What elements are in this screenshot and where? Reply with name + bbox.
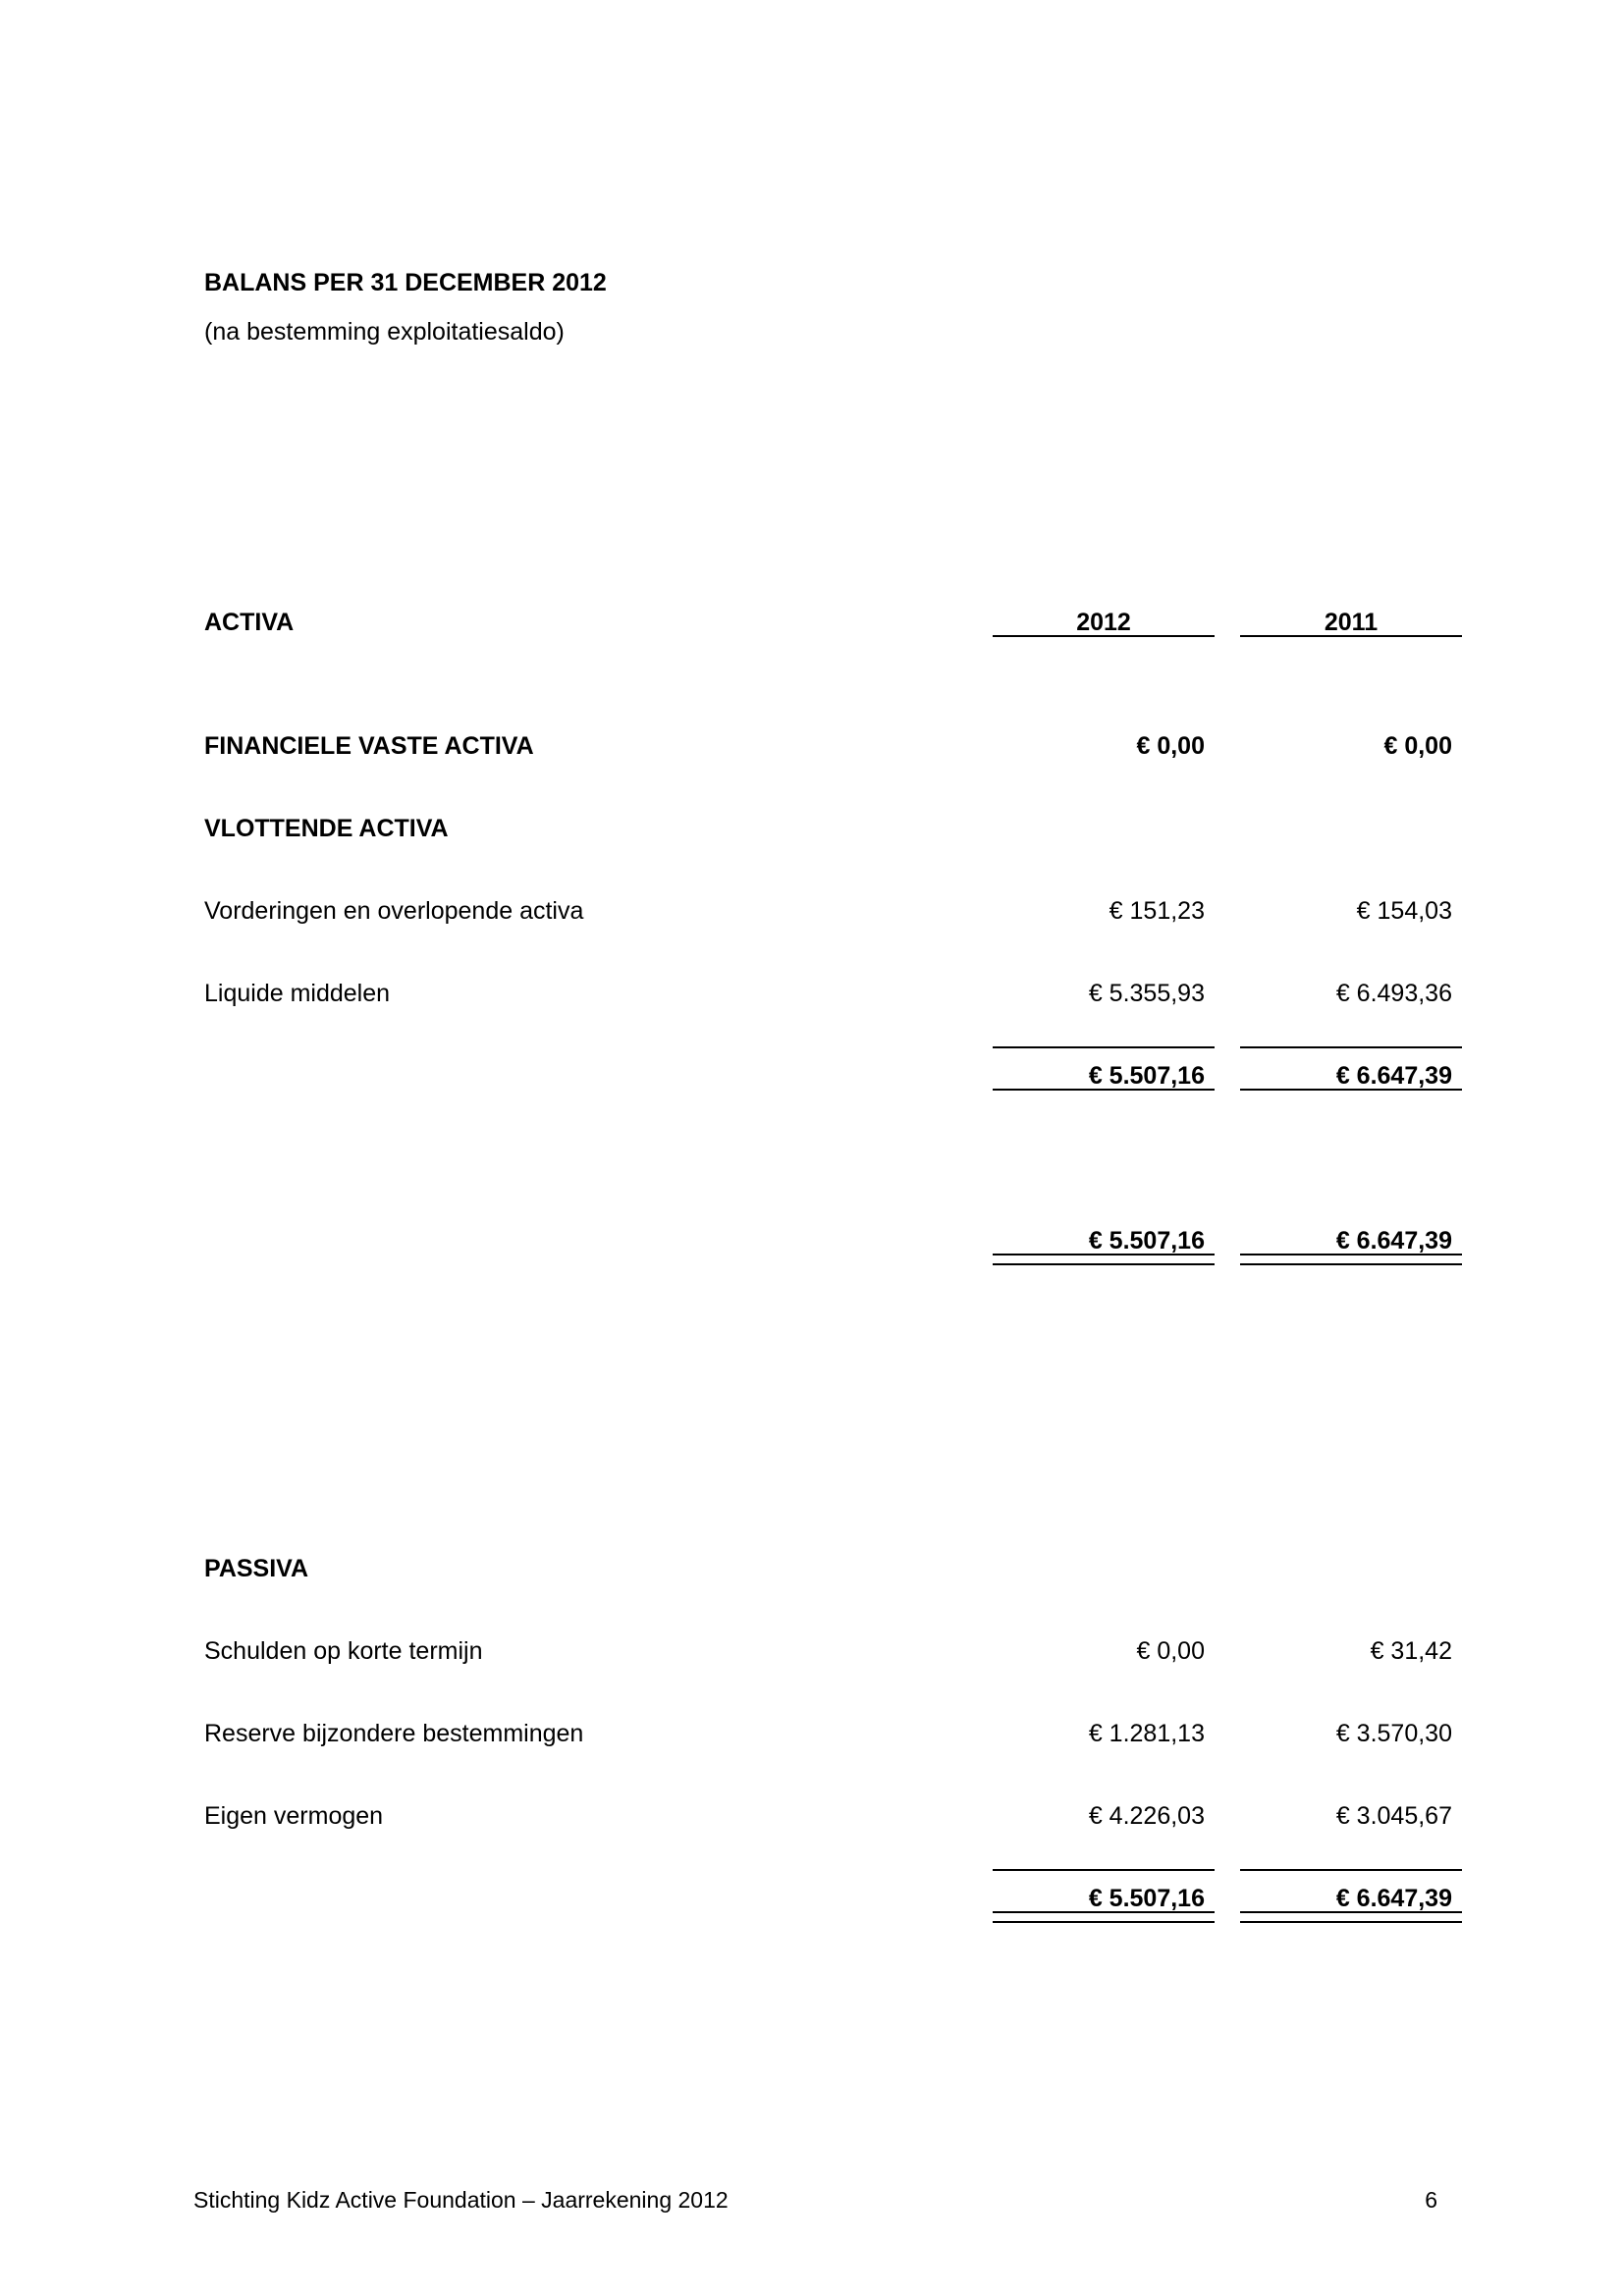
passiva-total-2012: € 5.507,16 (1088, 1885, 1205, 1912)
schulden-2012: € 0,00 (1136, 1637, 1205, 1665)
column-header-2011: 2011 (1324, 609, 1379, 636)
vorderingen-label: Vorderingen en overlopende activa (204, 897, 584, 925)
vorderingen-2012: € 151,23 (1109, 897, 1205, 925)
passiva-total-double-line-2-2011 (1240, 1921, 1462, 1923)
footer-text: Stichting Kidz Active Foundation – Jaarrekening 2012 (193, 2187, 729, 2213)
vlottende-subtotal-2011: € 6.647,39 (1335, 1062, 1452, 1090)
page-title: BALANS PER 31 DECEMBER 2012 (204, 269, 607, 296)
activa-heading: ACTIVA (204, 609, 295, 636)
header-underline-2012 (993, 635, 1215, 637)
activa-total-double-line-1-2012 (993, 1254, 1215, 1255)
activa-total-double-line-2-2011 (1240, 1263, 1462, 1265)
passiva-total-double-line-2-2012 (993, 1921, 1215, 1923)
activa-total-2011: € 6.647,39 (1335, 1227, 1452, 1255)
schulden-2011: € 31,42 (1370, 1637, 1452, 1665)
passiva-total-topline-2011 (1240, 1869, 1462, 1871)
page-subtitle: (na bestemming exploitatiesaldo) (204, 318, 565, 346)
financiele-vaste-activa-label: FINANCIELE VASTE ACTIVA (204, 732, 534, 760)
vorderingen-2011: € 154,03 (1356, 897, 1452, 925)
eigen-vermogen-2012: € 4.226,03 (1088, 1802, 1205, 1830)
reserve-2012: € 1.281,13 (1088, 1720, 1205, 1747)
reserve-label: Reserve bijzondere bestemmingen (204, 1720, 584, 1747)
financiele-vaste-activa-2012: € 0,00 (1136, 732, 1205, 760)
subtotal-topline-2012 (993, 1046, 1215, 1048)
eigen-vermogen-2011: € 3.045,67 (1335, 1802, 1452, 1830)
reserve-2011: € 3.570,30 (1335, 1720, 1452, 1747)
eigen-vermogen-label: Eigen vermogen (204, 1802, 384, 1830)
activa-total-2012: € 5.507,16 (1088, 1227, 1205, 1255)
liquide-middelen-label: Liquide middelen (204, 980, 391, 1007)
passiva-total-2011: € 6.647,39 (1335, 1885, 1452, 1912)
schulden-label: Schulden op korte termijn (204, 1637, 483, 1665)
passiva-heading: PASSIVA (204, 1555, 309, 1582)
header-underline-2011 (1240, 635, 1462, 637)
passiva-total-double-line-1-2011 (1240, 1911, 1462, 1913)
subtotal-underline-2011 (1240, 1089, 1462, 1091)
passiva-total-double-line-1-2012 (993, 1911, 1215, 1913)
subtotal-underline-2012 (993, 1089, 1215, 1091)
activa-total-double-line-1-2011 (1240, 1254, 1462, 1255)
activa-total-double-line-2-2012 (993, 1263, 1215, 1265)
vlottende-subtotal-2012: € 5.507,16 (1088, 1062, 1205, 1090)
liquide-middelen-2011: € 6.493,36 (1335, 980, 1452, 1007)
vlottende-activa-heading: VLOTTENDE ACTIVA (204, 815, 449, 842)
liquide-middelen-2012: € 5.355,93 (1088, 980, 1205, 1007)
column-header-2012: 2012 (1076, 609, 1131, 636)
financiele-vaste-activa-2011: € 0,00 (1383, 732, 1452, 760)
passiva-total-topline-2012 (993, 1869, 1215, 1871)
subtotal-topline-2011 (1240, 1046, 1462, 1048)
page-number: 6 (1425, 2187, 1437, 2213)
